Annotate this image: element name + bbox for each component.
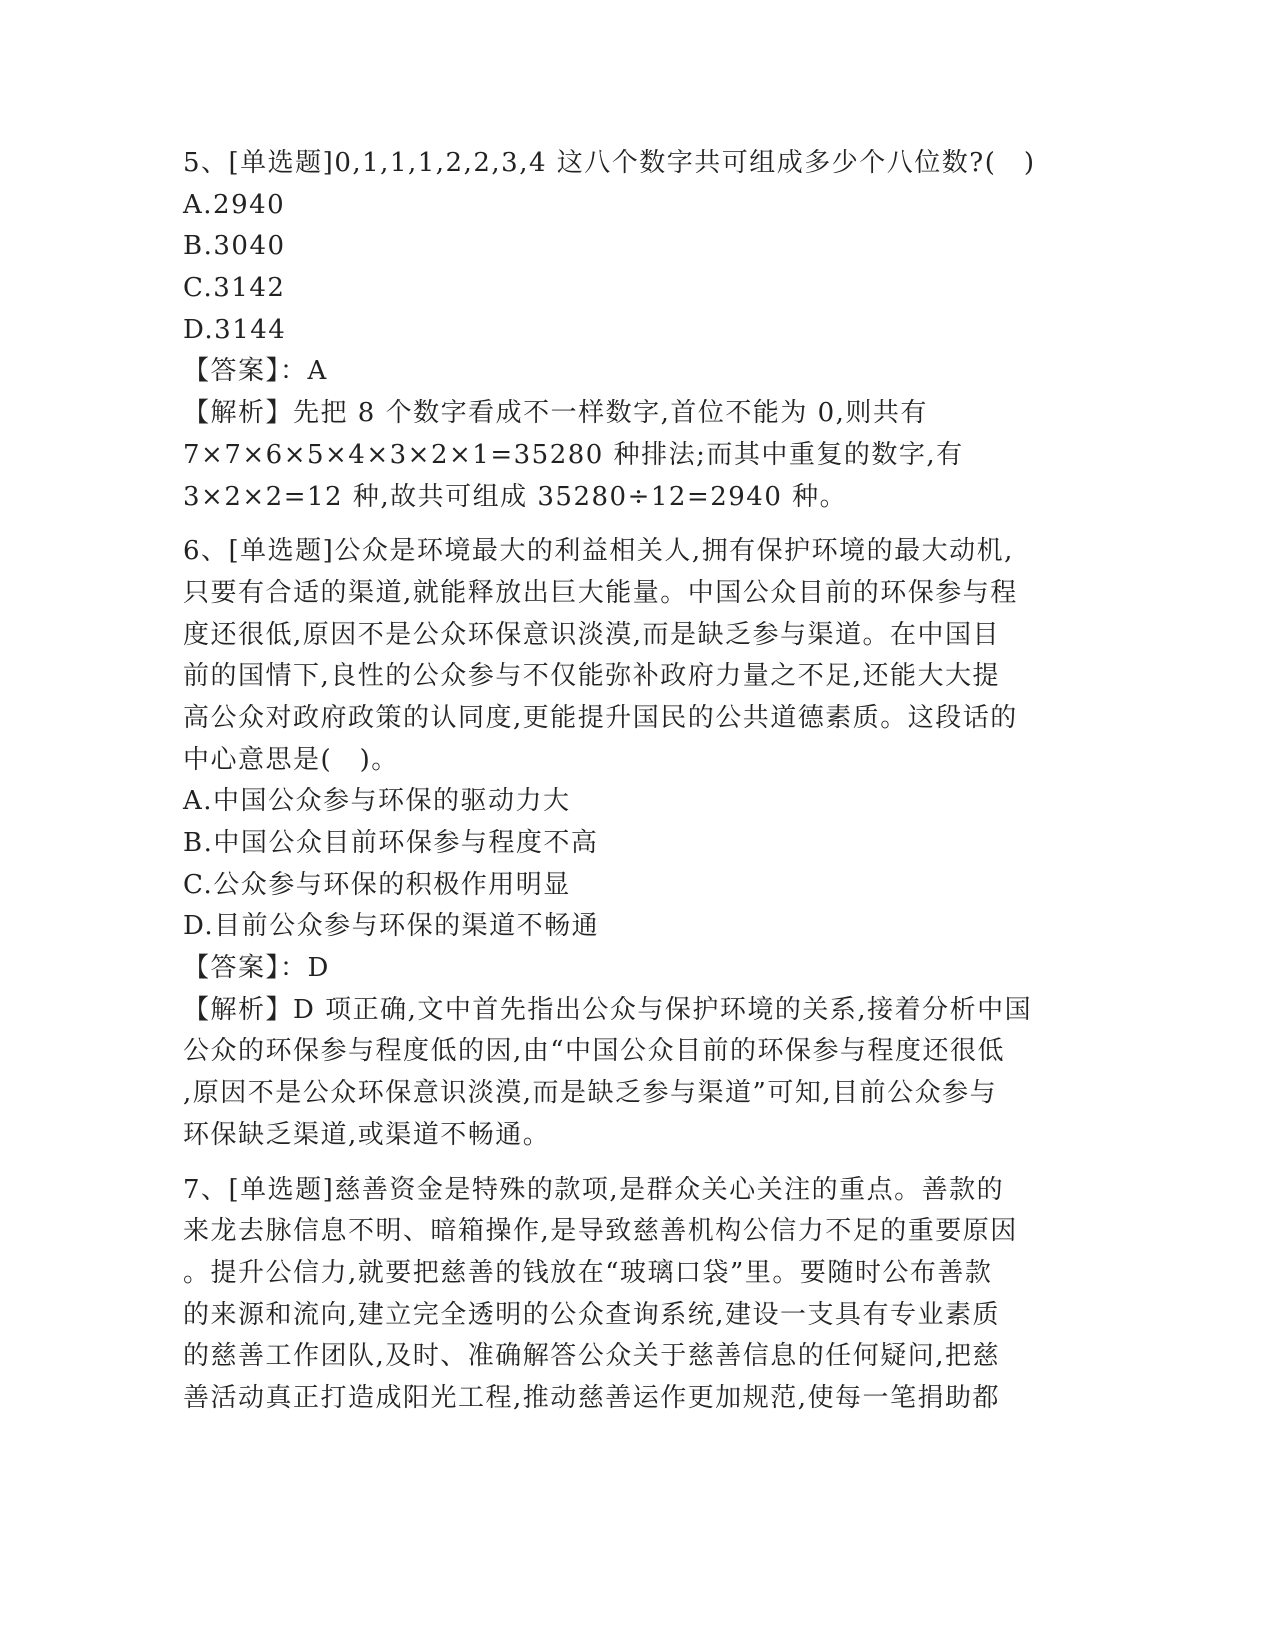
option-b: B.3040	[183, 231, 286, 262]
document-page	[183, 143, 1043, 1420]
question-stem-line: 来龙去脉信息不明、暗箱操作,是导致慈善机构公信力不足的重要原因	[183, 1216, 1018, 1247]
question-stem-line: 的来源和流向,建立完全透明的公众查询系统,建设一支具有专业素质	[183, 1299, 1001, 1330]
question-stem-line: 7、[单选题]慈善资金是特殊的款项,是群众关心关注的重点。善款的	[183, 1174, 1005, 1205]
question-stem-line: 善活动真正打造成阳光工程,推动慈善运作更加规范,使每一笔捐助都	[183, 1382, 1001, 1413]
analysis-line: 【解析】先把 8 个数字看成不一样数字,首位不能为 0,则共有	[183, 398, 928, 429]
option-a: A.中国公众参与环保的驱动力大	[183, 786, 571, 817]
question-stem-line: 的慈善工作团队,及时、准确解答公众关于慈善信息的任何疑问,把慈	[183, 1341, 1001, 1372]
analysis-line: 环保缺乏渠道,或渠道不畅通。	[183, 1119, 551, 1150]
question-stem-line: 中心意思是( )。	[183, 744, 399, 775]
option-c: C.3142	[183, 273, 286, 304]
analysis-line: 【解析】D 项正确,文中首先指出公众与保护环境的关系,接着分析中国	[183, 994, 1033, 1025]
question-5	[183, 143, 1043, 518]
analysis-line: 公众的环保参与程度低的因,由“中国公众目前的环保参与程度还很低	[183, 1036, 1006, 1067]
answer-line: 【答案】：A	[183, 356, 328, 387]
question-spacer	[183, 1157, 1043, 1170]
option-d: D.3144	[183, 314, 287, 345]
option-b: B.中国公众目前环保参与程度不高	[183, 828, 599, 858]
analysis-line: 7×7×6×5×4×3×2×1=35280 种排法;而其中重复的数字,有	[183, 439, 964, 470]
question-stem-line: 5、[单选题]0,1,1,1,2,2,3,4 这八个数字共可组成多少个八位数?( )	[183, 148, 1036, 178]
question-6	[183, 531, 1043, 1156]
option-d: D.目前公众参与环保的渠道不畅通	[183, 911, 600, 942]
analysis-line: 3×2×2=12 种,故共可组成 35280÷12=2940 种。	[183, 481, 848, 512]
answer-line: 【答案】：D	[183, 953, 330, 984]
question-spacer	[183, 518, 1043, 531]
question-stem-line: 度还很低,原因不是公众环保意识淡漠,而是缺乏参与渠道。在中国目	[183, 619, 1001, 650]
option-a: A.2940	[183, 189, 286, 220]
question-stem-line: 。提升公信力,就要把慈善的钱放在“玻璃口袋”里。要随时公布善款	[183, 1257, 993, 1288]
question-stem-line: 前的国情下,良性的公众参与不仅能弥补政府力量之不足,还能大大提	[183, 661, 1001, 692]
question-stem-line: 6、[单选题]公众是环境最大的利益相关人,拥有保护环境的最大动机,	[183, 536, 1014, 567]
option-c: C.公众参与环保的积极作用明显	[183, 869, 571, 900]
question-stem-line: 只要有合适的渠道,就能释放出巨大能量。中国公众目前的环保参与程	[183, 577, 1018, 608]
analysis-line: ,原因不是公众环保意识淡漠,而是缺乏参与渠道”可知,目前公众参与	[183, 1078, 998, 1109]
question-7	[183, 1170, 1043, 1420]
question-stem-line: 高公众对政府政策的认同度,更能提升国民的公共道德素质。这段话的	[183, 702, 1018, 733]
